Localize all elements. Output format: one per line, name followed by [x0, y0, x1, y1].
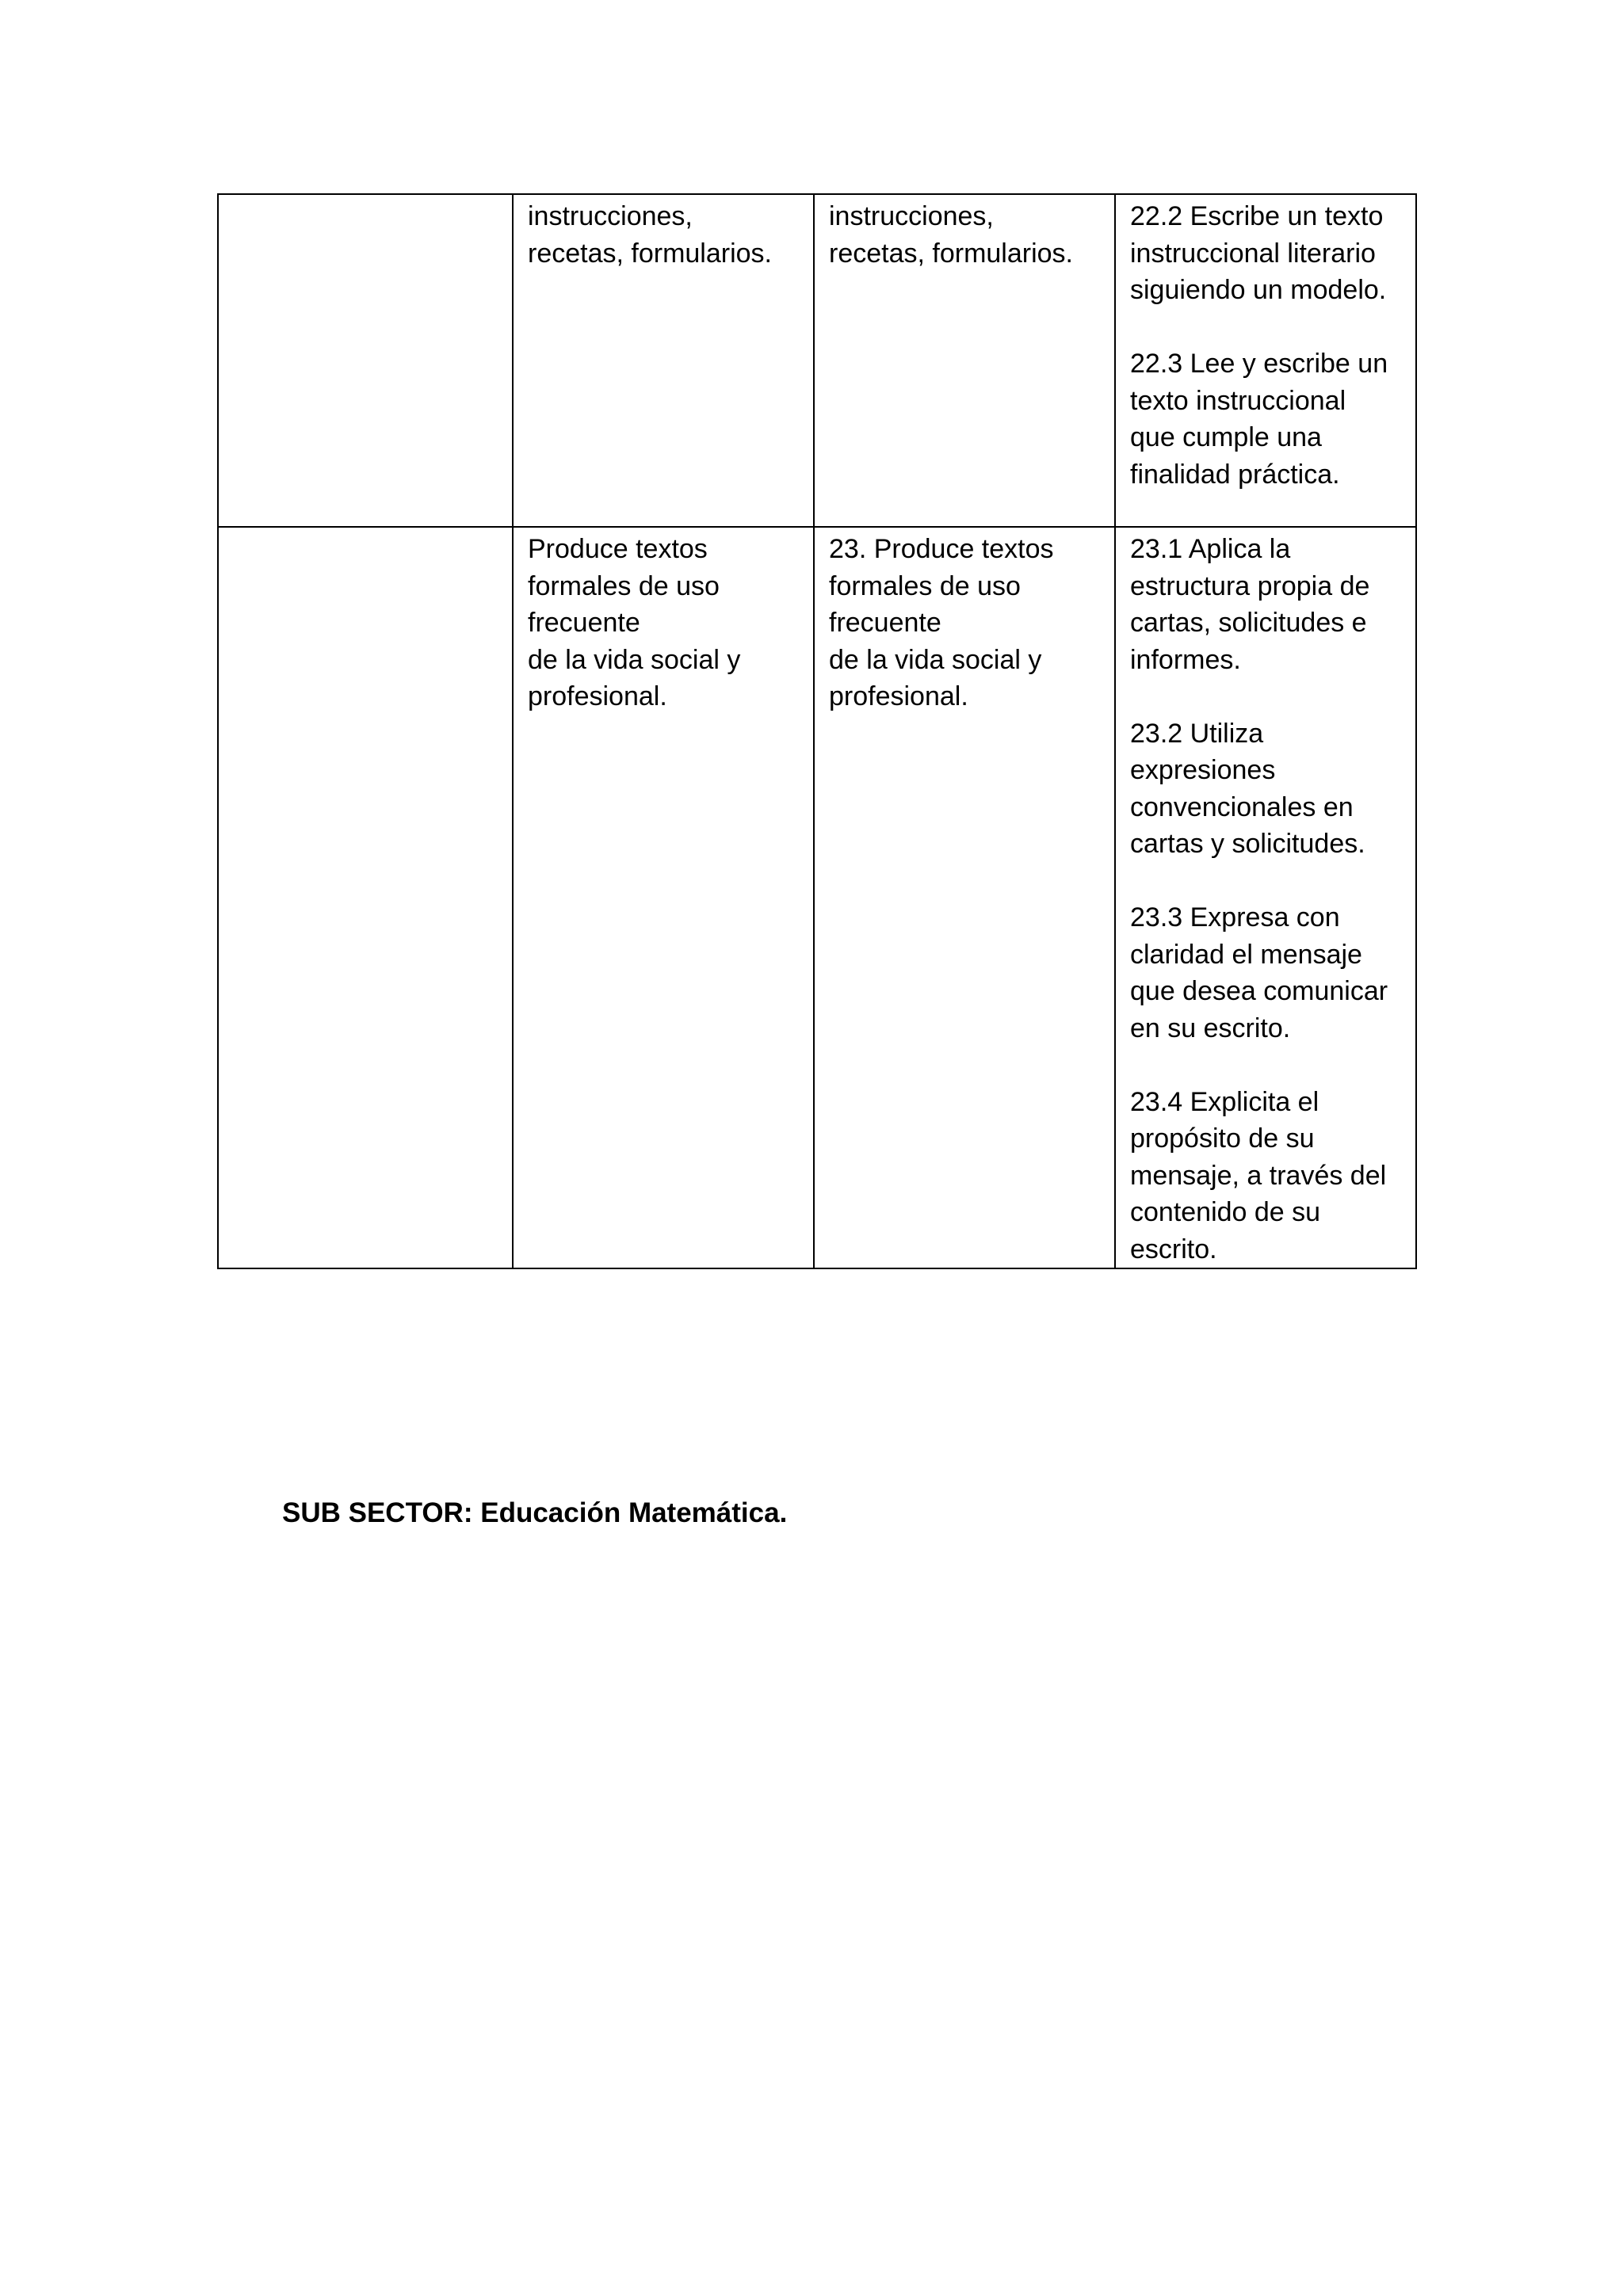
- cell-text-line: siguiendo un modelo.: [1130, 275, 1387, 305]
- table-cell-indicators: [1115, 527, 1416, 1268]
- cell-text-line: escrito.: [1130, 1234, 1217, 1264]
- cell-text-line: convencionales en: [1130, 791, 1354, 822]
- table-row: [218, 527, 1416, 1268]
- table-cell: [513, 527, 814, 1268]
- cell-text-line: instruccional literario: [1130, 238, 1376, 269]
- section-value: Educación Matemática.: [480, 1497, 788, 1528]
- cell-text-line: texto instruccional: [1130, 385, 1346, 416]
- cell-text-line: 23.1 Aplica la: [1130, 534, 1291, 564]
- indicator-paragraph: [1130, 198, 1403, 309]
- cell-text-line: estructura propia de: [1130, 570, 1370, 601]
- curriculum-table: [217, 193, 1417, 1269]
- cell-text-line: profesional.: [528, 681, 667, 711]
- cell-text-line: propósito de su: [1130, 1123, 1315, 1154]
- cell-text-line: recetas, formularios.: [528, 238, 772, 269]
- cell-text-line: frecuente: [528, 608, 640, 638]
- table-cell-empty: [218, 527, 513, 1268]
- table-cell: [814, 194, 1115, 527]
- cell-text-line: en su escrito.: [1130, 1013, 1291, 1043]
- table-cell: [513, 194, 814, 527]
- cell-text-line: frecuente: [829, 608, 941, 638]
- cell-text-line: expresiones: [1130, 755, 1276, 785]
- table-cell: [814, 527, 1115, 1268]
- cell-text-line: de la vida social y: [829, 644, 1042, 675]
- cell-text-line: 23. Produce textos: [829, 534, 1054, 564]
- cell-text-line: contenido de su: [1130, 1197, 1321, 1227]
- cell-text-line: que cumple una: [1130, 422, 1322, 452]
- cell-text-line: instrucciones,: [829, 201, 994, 231]
- cell-text-line: formales de uso: [829, 570, 1021, 601]
- cell-text-line: informes.: [1130, 644, 1241, 675]
- cell-text-line: cartas y solicitudes.: [1130, 829, 1365, 859]
- indicator-paragraph: [1130, 531, 1403, 678]
- table-cell-empty: [218, 194, 513, 527]
- indicator-paragraph: [1130, 899, 1403, 1047]
- section-label: SUB SECTOR:: [282, 1497, 473, 1528]
- cell-text-line: instrucciones,: [528, 201, 693, 231]
- cell-text-line: claridad el mensaje: [1130, 939, 1362, 970]
- cell-text-line: recetas, formularios.: [829, 238, 1073, 269]
- cell-text-line: mensaje, a través del: [1130, 1160, 1387, 1191]
- indicator-paragraph: [1130, 345, 1403, 493]
- cell-text-line: 23.4 Explicita el: [1130, 1086, 1319, 1117]
- cell-text-line: que desea comunicar: [1130, 976, 1388, 1006]
- cell-text-line: de la vida social y: [528, 644, 741, 675]
- cell-text-line: 23.2 Utiliza: [1130, 718, 1264, 749]
- cell-text-line: cartas, solicitudes e: [1130, 608, 1367, 638]
- cell-text-line: 22.2 Escribe un texto: [1130, 201, 1384, 231]
- cell-text-line: Produce textos: [528, 534, 708, 564]
- cell-text-line: profesional.: [829, 681, 968, 711]
- table-cell-indicators: [1115, 194, 1416, 527]
- cell-text-line: 22.3 Lee y escribe un: [1130, 349, 1388, 379]
- section-heading: [282, 1497, 787, 1529]
- indicator-paragraph: [1130, 1084, 1403, 1268]
- cell-text-line: finalidad práctica.: [1130, 459, 1340, 490]
- cell-text-line: 23.3 Expresa con: [1130, 902, 1340, 933]
- indicator-paragraph: [1130, 715, 1403, 863]
- table-row: [218, 194, 1416, 527]
- cell-text-line: formales de uso: [528, 570, 720, 601]
